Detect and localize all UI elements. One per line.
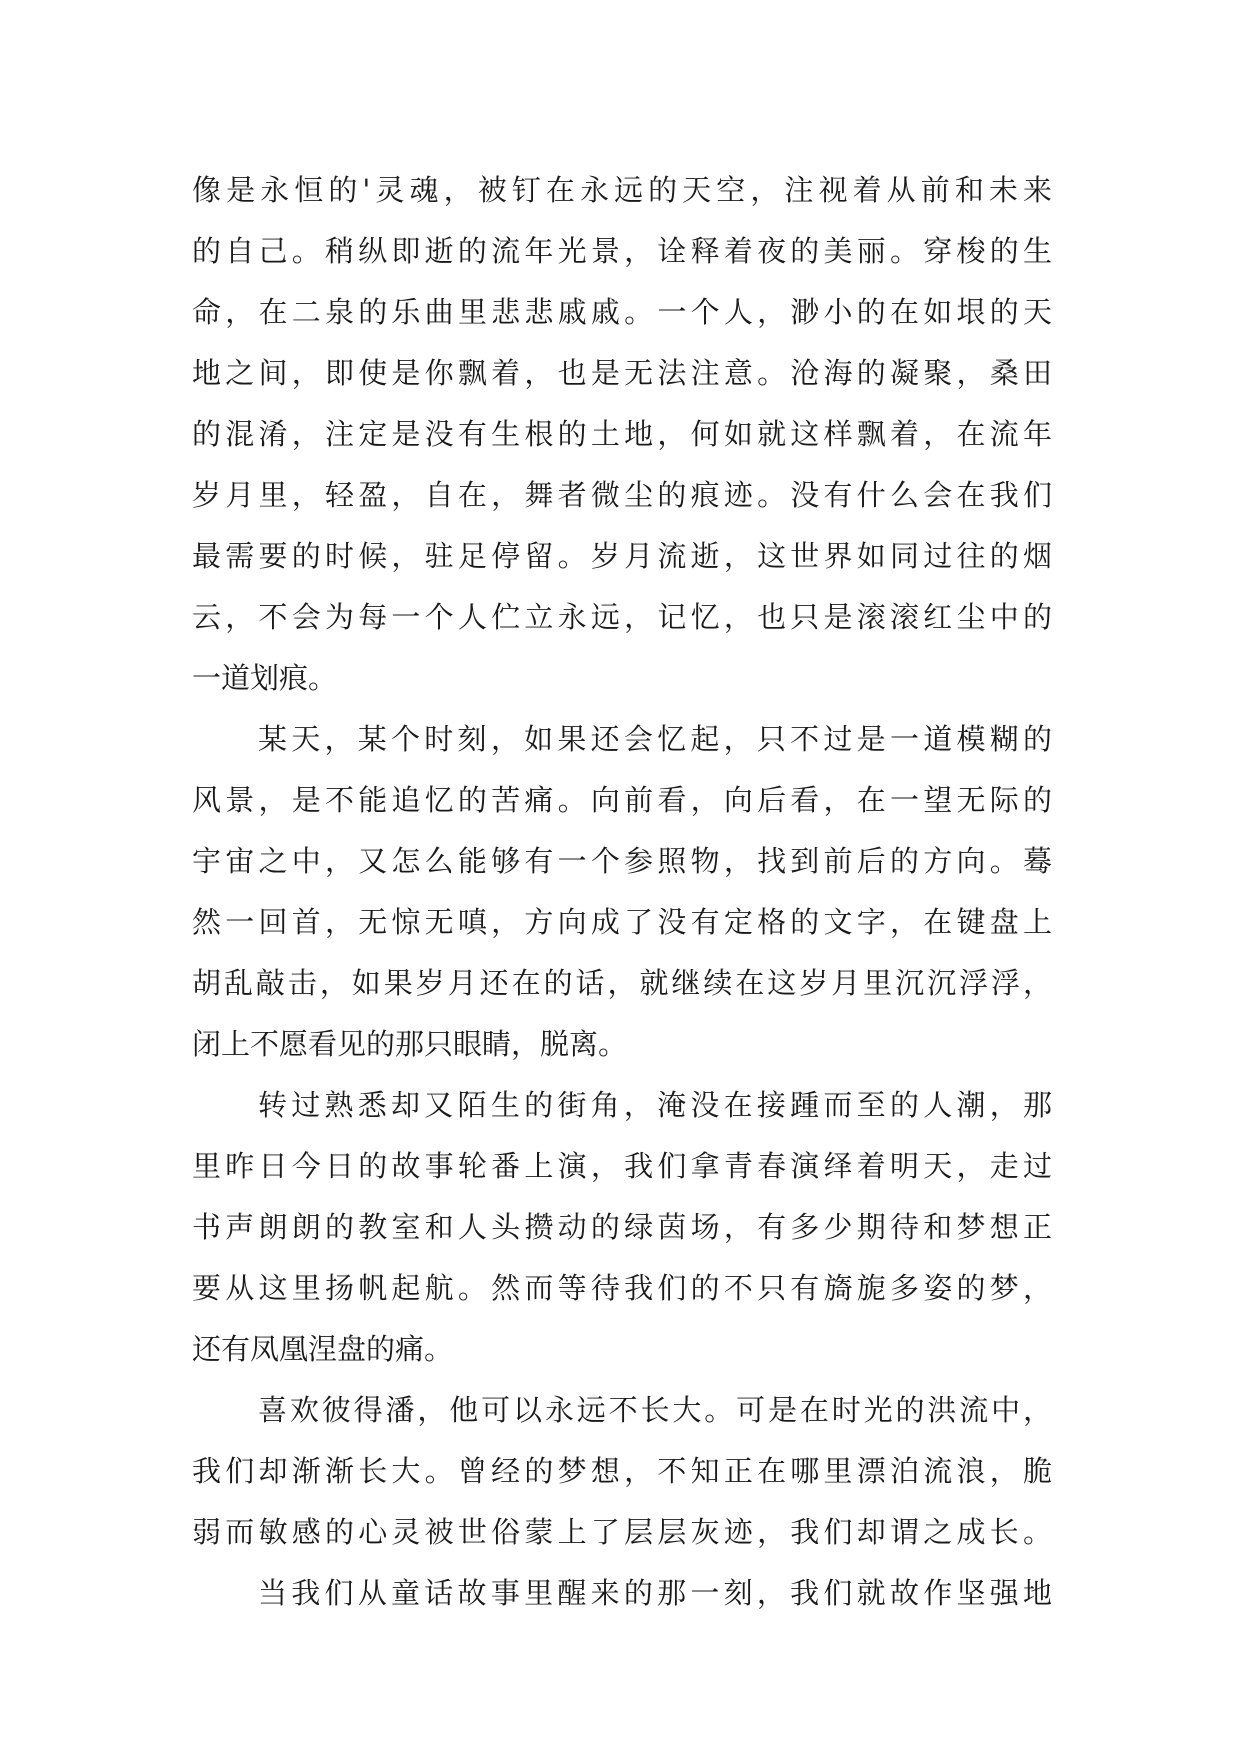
- text-line: 闭上不愿看见的那只眼睛，脱离。: [192, 1027, 628, 1061]
- text-line: 要从这里扬帆起航。然而等待我们的不只有旖旎多姿的梦，: [192, 1271, 1052, 1305]
- text-line: 还有凤凰涅盘的痛。: [192, 1332, 454, 1366]
- text-line: 一道划痕。: [192, 661, 338, 695]
- text-line: 当我们从童话故事里醒来的那一刻，我们就故作坚强地: [258, 1576, 1052, 1610]
- text-line: 命，在二泉的乐曲里悲悲戚戚。一个人，渺小的在如垠的天: [192, 295, 1052, 329]
- text-line: 我们却渐渐长大。曾经的梦想，不知正在哪里漂泊流浪，脆: [192, 1454, 1052, 1488]
- text-line: 的自己。稍纵即逝的流年光景，诠释着夜的美丽。穿梭的生: [192, 234, 1052, 268]
- text-line: 弱而敏感的心灵被世俗蒙上了层层灰迹，我们却谓之成长。: [192, 1515, 1052, 1549]
- text-line: 的混淆，注定是没有生根的土地，何如就这样飘着，在流年: [192, 417, 1052, 451]
- text-line: 然一回首，无惊无嗔，方向成了没有定格的文字，在键盘上: [192, 905, 1052, 939]
- text-line: 某天，某个时刻，如果还会忆起，只不过是一道模糊的: [258, 722, 1052, 756]
- text-line: 喜欢彼得潘，他可以永远不长大。可是在时光的洪流中，: [258, 1393, 1052, 1427]
- text-line: 岁月里，轻盈，自在，舞者微尘的痕迹。没有什么会在我们: [192, 478, 1052, 512]
- text-line: 书声朗朗的教室和人头攒动的绿茵场，有多少期待和梦想正: [192, 1210, 1052, 1244]
- text-line: 宇宙之中，又怎么能够有一个参照物，找到前后的方向。蓦: [192, 844, 1052, 878]
- text-line: 风景，是不能追忆的苦痛。向前看，向后看，在一望无际的: [192, 783, 1052, 817]
- text-line: 最需要的时候，驻足停留。岁月流逝，这世界如同过往的烟: [192, 539, 1052, 573]
- text-line: 里昨日今日的故事轮番上演，我们拿青春演绎着明天，走过: [192, 1149, 1052, 1183]
- text-line: 像是永恒的'灵魂，被钉在永远的天空，注视着从前和未来: [192, 173, 1052, 207]
- text-line: 地之间，即使是你飘着，也是无法注意。沧海的凝聚，桑田: [192, 356, 1052, 390]
- document-body: [192, 160, 1052, 1624]
- text-line: 云，不会为每一个人伫立永远，记忆，也只是滚滚红尘中的: [192, 600, 1052, 634]
- text-line: 转过熟悉却又陌生的街角，淹没在接踵而至的人潮，那: [258, 1088, 1052, 1122]
- text-line: 胡乱敲击，如果岁月还在的话，就继续在这岁月里沉沉浮浮，: [192, 966, 1052, 1000]
